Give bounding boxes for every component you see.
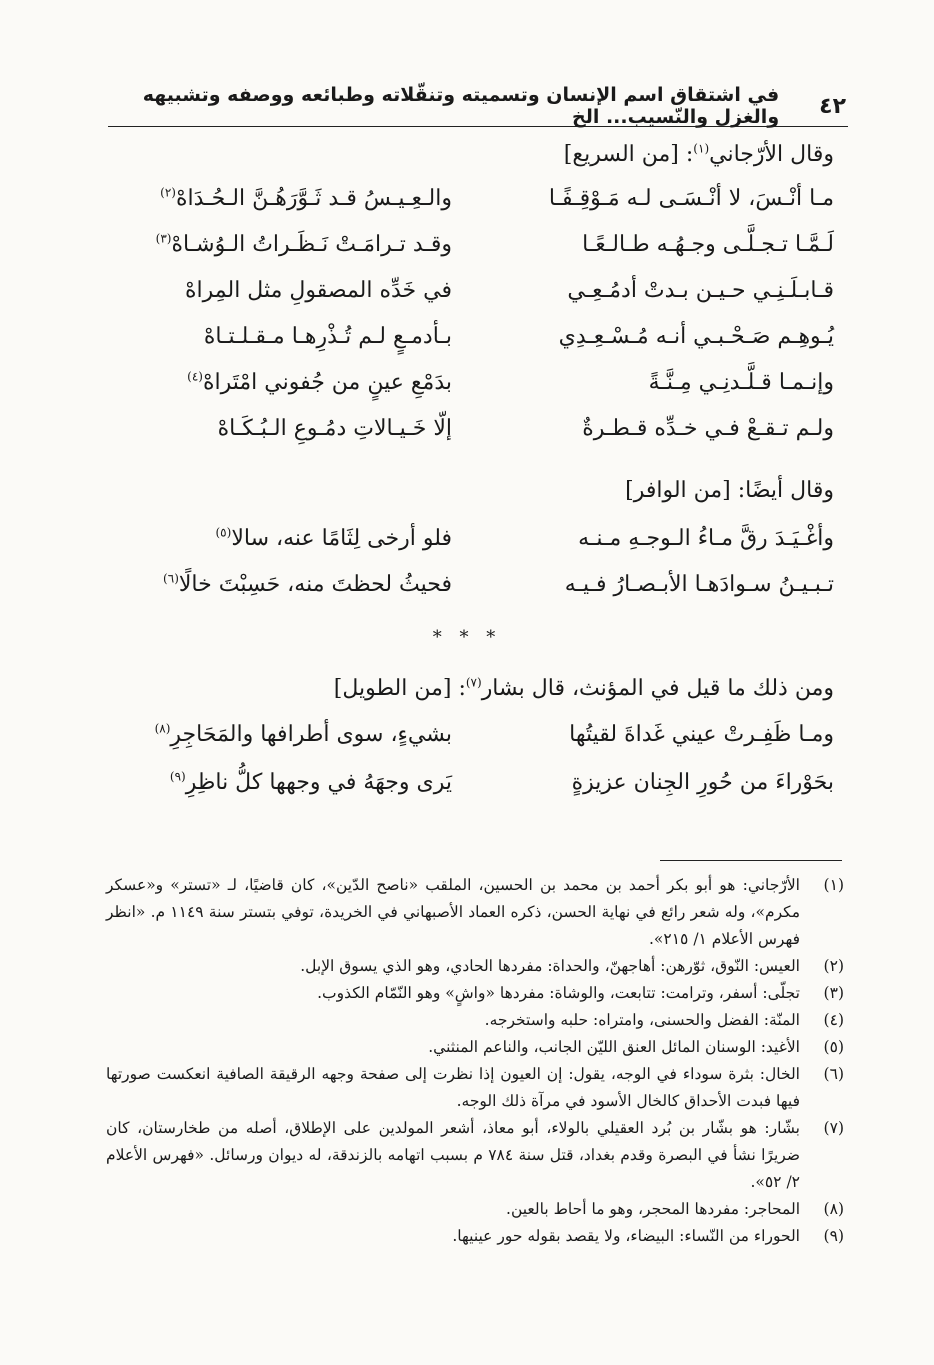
footnote-ref: (٦) (163, 571, 179, 586)
verse-line (105, 770, 834, 810)
footnote-number: (٤) (823, 1011, 844, 1029)
header-rule (108, 126, 848, 127)
footnote-text: بشّار: هو بشّار بن بُرد العقيلي بالولاء، أبو معاذ، أشعر المولدين على الإطلاق، أصله من طخارستان، كان ضريرًا نشأ في البصرة وقدم بغداد، قتل سنة ٧٨٤ م بسبب اتهامه بالزندقة، له ديوان ورسائل. «فهرس الأعلام ٢/ ٥٢». (106, 1119, 800, 1191)
poem-intro-2 (625, 478, 834, 503)
second-hemistich: إلّا خَـيـالاتِ دمُـوعِ الـبُـكَـاهْ (217, 416, 452, 441)
footnote-number: (٩) (823, 1227, 844, 1245)
footnote-text: الخال: بثرة سوداء في الوجه، يقول: إن العيون إذا نظرت إلى صفحة وجهه الرقيقة الصافية انعكست صورتها فيها فبدت الأحداق كالخال الأسود في مرآة ذلك الوجه. (106, 1065, 800, 1110)
footnote (106, 953, 844, 980)
first-hemistich: قـابـلَـنِـي حـيـن بـدتْ أدمُـعِـي (567, 278, 834, 303)
footnote-ref: (٤) (187, 369, 203, 384)
footnote-number: (٧) (823, 1119, 844, 1137)
footnote (106, 872, 844, 953)
second-hemistich: بـأدمـعٍ لـم تُـذْرِهـا مـقـلـتـاهْ (203, 324, 452, 349)
footnote-ref: (٩) (169, 769, 186, 784)
section-separator: * * * (432, 627, 502, 648)
footnote-text: المحاجر: مفردها المحجر، وهو ما أحاط بالعين. (506, 1200, 800, 1218)
footnote-ref: (٥) (215, 525, 232, 540)
footnote-number: (٦) (823, 1065, 844, 1083)
verse-line (105, 324, 834, 364)
poem-intro-3 (334, 676, 834, 701)
footnote-ref: (٨) (154, 721, 171, 736)
first-hemistich: وإنـمـا قـلَّـدنِـي مِـنَّـةً (648, 370, 834, 395)
footnote (106, 1196, 844, 1223)
verse-line (105, 572, 834, 612)
verse-line (105, 370, 834, 410)
second-hemistich: بدَمْعِ عينٍ من جُفوني امْتَراهْ$^{(٤)}$ (187, 369, 452, 395)
second-hemistich: فلو أرخى لِثَامًا عنه، سالا$^{(٥)}$ (215, 525, 452, 551)
verse-line (105, 722, 834, 762)
footnote-number: (٨) (823, 1200, 844, 1218)
footnotes (106, 872, 844, 1250)
first-hemistich: ولـم تـقـعْ فـي خـدِّه قـطـرةٌ (582, 416, 834, 441)
footnote-ref: (١) (693, 141, 710, 156)
footnote (106, 1223, 844, 1250)
intro-text: وقال الأرّجاني (709, 142, 834, 167)
verse-line (105, 416, 834, 456)
footnote-text: الحوراء من النّساء: البيضاء، ولا يقصد بقوله حور عينيها. (452, 1227, 800, 1245)
first-hemistich: ومـا ظَفِـرتْ عيني غَداةَ لقيتُها (569, 722, 834, 747)
footnote-text: تجلّى: أسفر، وترامت: تتابعت، والوشاة: مفردها «واشٍ» وهو النّمّام الكذوب. (317, 984, 800, 1002)
second-hemistich: يَرى وجهَهُ في وجهها كلُّ ناظِرِ$^{(٩)}$ (169, 769, 452, 795)
footnote (106, 980, 844, 1007)
footnote-number: (٣) (823, 984, 844, 1002)
first-hemistich: يُـوهِـم صَـحْـبـي أنـه مُـسْـعِـدِي (558, 324, 834, 349)
verse-line (105, 232, 834, 272)
verse-line (105, 186, 834, 226)
second-hemistich: بشيءٍ، سوى أطرافها والمَحَاجِرِ$^{(٨)}$ (154, 721, 452, 747)
second-hemistich: وقـد تـرامَـتْ نَـظَـراتُ الـوُشـاهْ$^{(٣)}$ (155, 231, 452, 257)
footnote-text: الأغيد: الوسنان المائل العنق الليّن الجانب، والناعم المنثني. (428, 1038, 800, 1056)
footnote (106, 1007, 844, 1034)
footnote-number: (٢) (823, 957, 844, 975)
footnote-rule (660, 860, 842, 861)
footnote (106, 1034, 844, 1061)
second-hemistich: فحيثُ لحظتَ منه، حَسِبْتَ خالًا$^{(٦)}$ (163, 571, 452, 597)
intro-text: وقال أيضًا: [من الوافر] (625, 478, 834, 503)
second-hemistich: في خَدِّه المصقولِ مثل المِراهْ (185, 278, 452, 303)
footnote-ref: (٧) (465, 675, 482, 690)
footnote (106, 1115, 844, 1196)
page-number: ٤٢ (819, 93, 846, 119)
chapter-title: في اشتقاق اسم الإنسان وتسميته وتنقّلاته وطبائعه ووصفه وتشبيهه والغزل والنّسيب... الخ (142, 84, 780, 128)
footnote-text: العيس: النّوق، ثوّرهن: أهاجهنّ، والحداة: مفردها الحادي، وهو الذي يسوق الإبل. (300, 957, 800, 975)
first-hemistich: لَـمَّـا تـجـلَّـى وجـهُـه طـالـعًـا (582, 232, 834, 257)
footnote-ref: (٣) (155, 231, 172, 246)
first-hemistich: وأغْـيَـدَ رقَّ مـاءُ الـوجـهِ مـنـه (578, 526, 834, 551)
footnote-number: (٥) (823, 1038, 844, 1056)
footnote-ref: (٢) (160, 185, 176, 200)
poem-intro-1 (564, 142, 834, 167)
second-hemistich: والـعِـيـسُ قـد ثَـوَّرَهُـنَّ الـحُـدَاهْ$^{(٢)}$ (160, 185, 452, 211)
footnote-text: الأرّجاني: هو أبو بكر أحمد بن محمد بن الحسين، الملقب «ناصح الدّين»، كان قاضيًا، لـ «تستر» و«عسكر مكرم»، وله شعر رائع في نهاية الحسن، ذكره العماد الأصبهاني في الخريدة، توفي بتستر سنة ١١٤٩ م. «انظر فهرس الأعلام ١/ ٢١٥». (106, 876, 801, 948)
verse-line (105, 278, 834, 318)
first-hemistich: مـا أنْـسَ، لا أنْـسَـى لـه مَـوْقِـفًـا (548, 186, 834, 211)
intro-text: ومن ذلك ما قيل في المؤنث، قال بشار (481, 676, 834, 701)
first-hemistich: تـبـيـنُ سـوادَهـا الأبـصـارُ فـيـه (564, 572, 834, 597)
verse-line (105, 526, 834, 566)
running-header (110, 84, 846, 128)
footnote-text: المنّة: الفضل والحسنى، وامتراه: حلبه واستخرجه. (484, 1011, 800, 1029)
meter-label: : [من السريع] (563, 142, 694, 167)
first-hemistich: بحَوْراءَ من حُورِ الجِنان عزيزةٍ (571, 770, 834, 795)
meter-label: : [من الطويل] (333, 676, 466, 701)
footnote-number: (١) (823, 876, 844, 894)
footnote (106, 1061, 844, 1115)
